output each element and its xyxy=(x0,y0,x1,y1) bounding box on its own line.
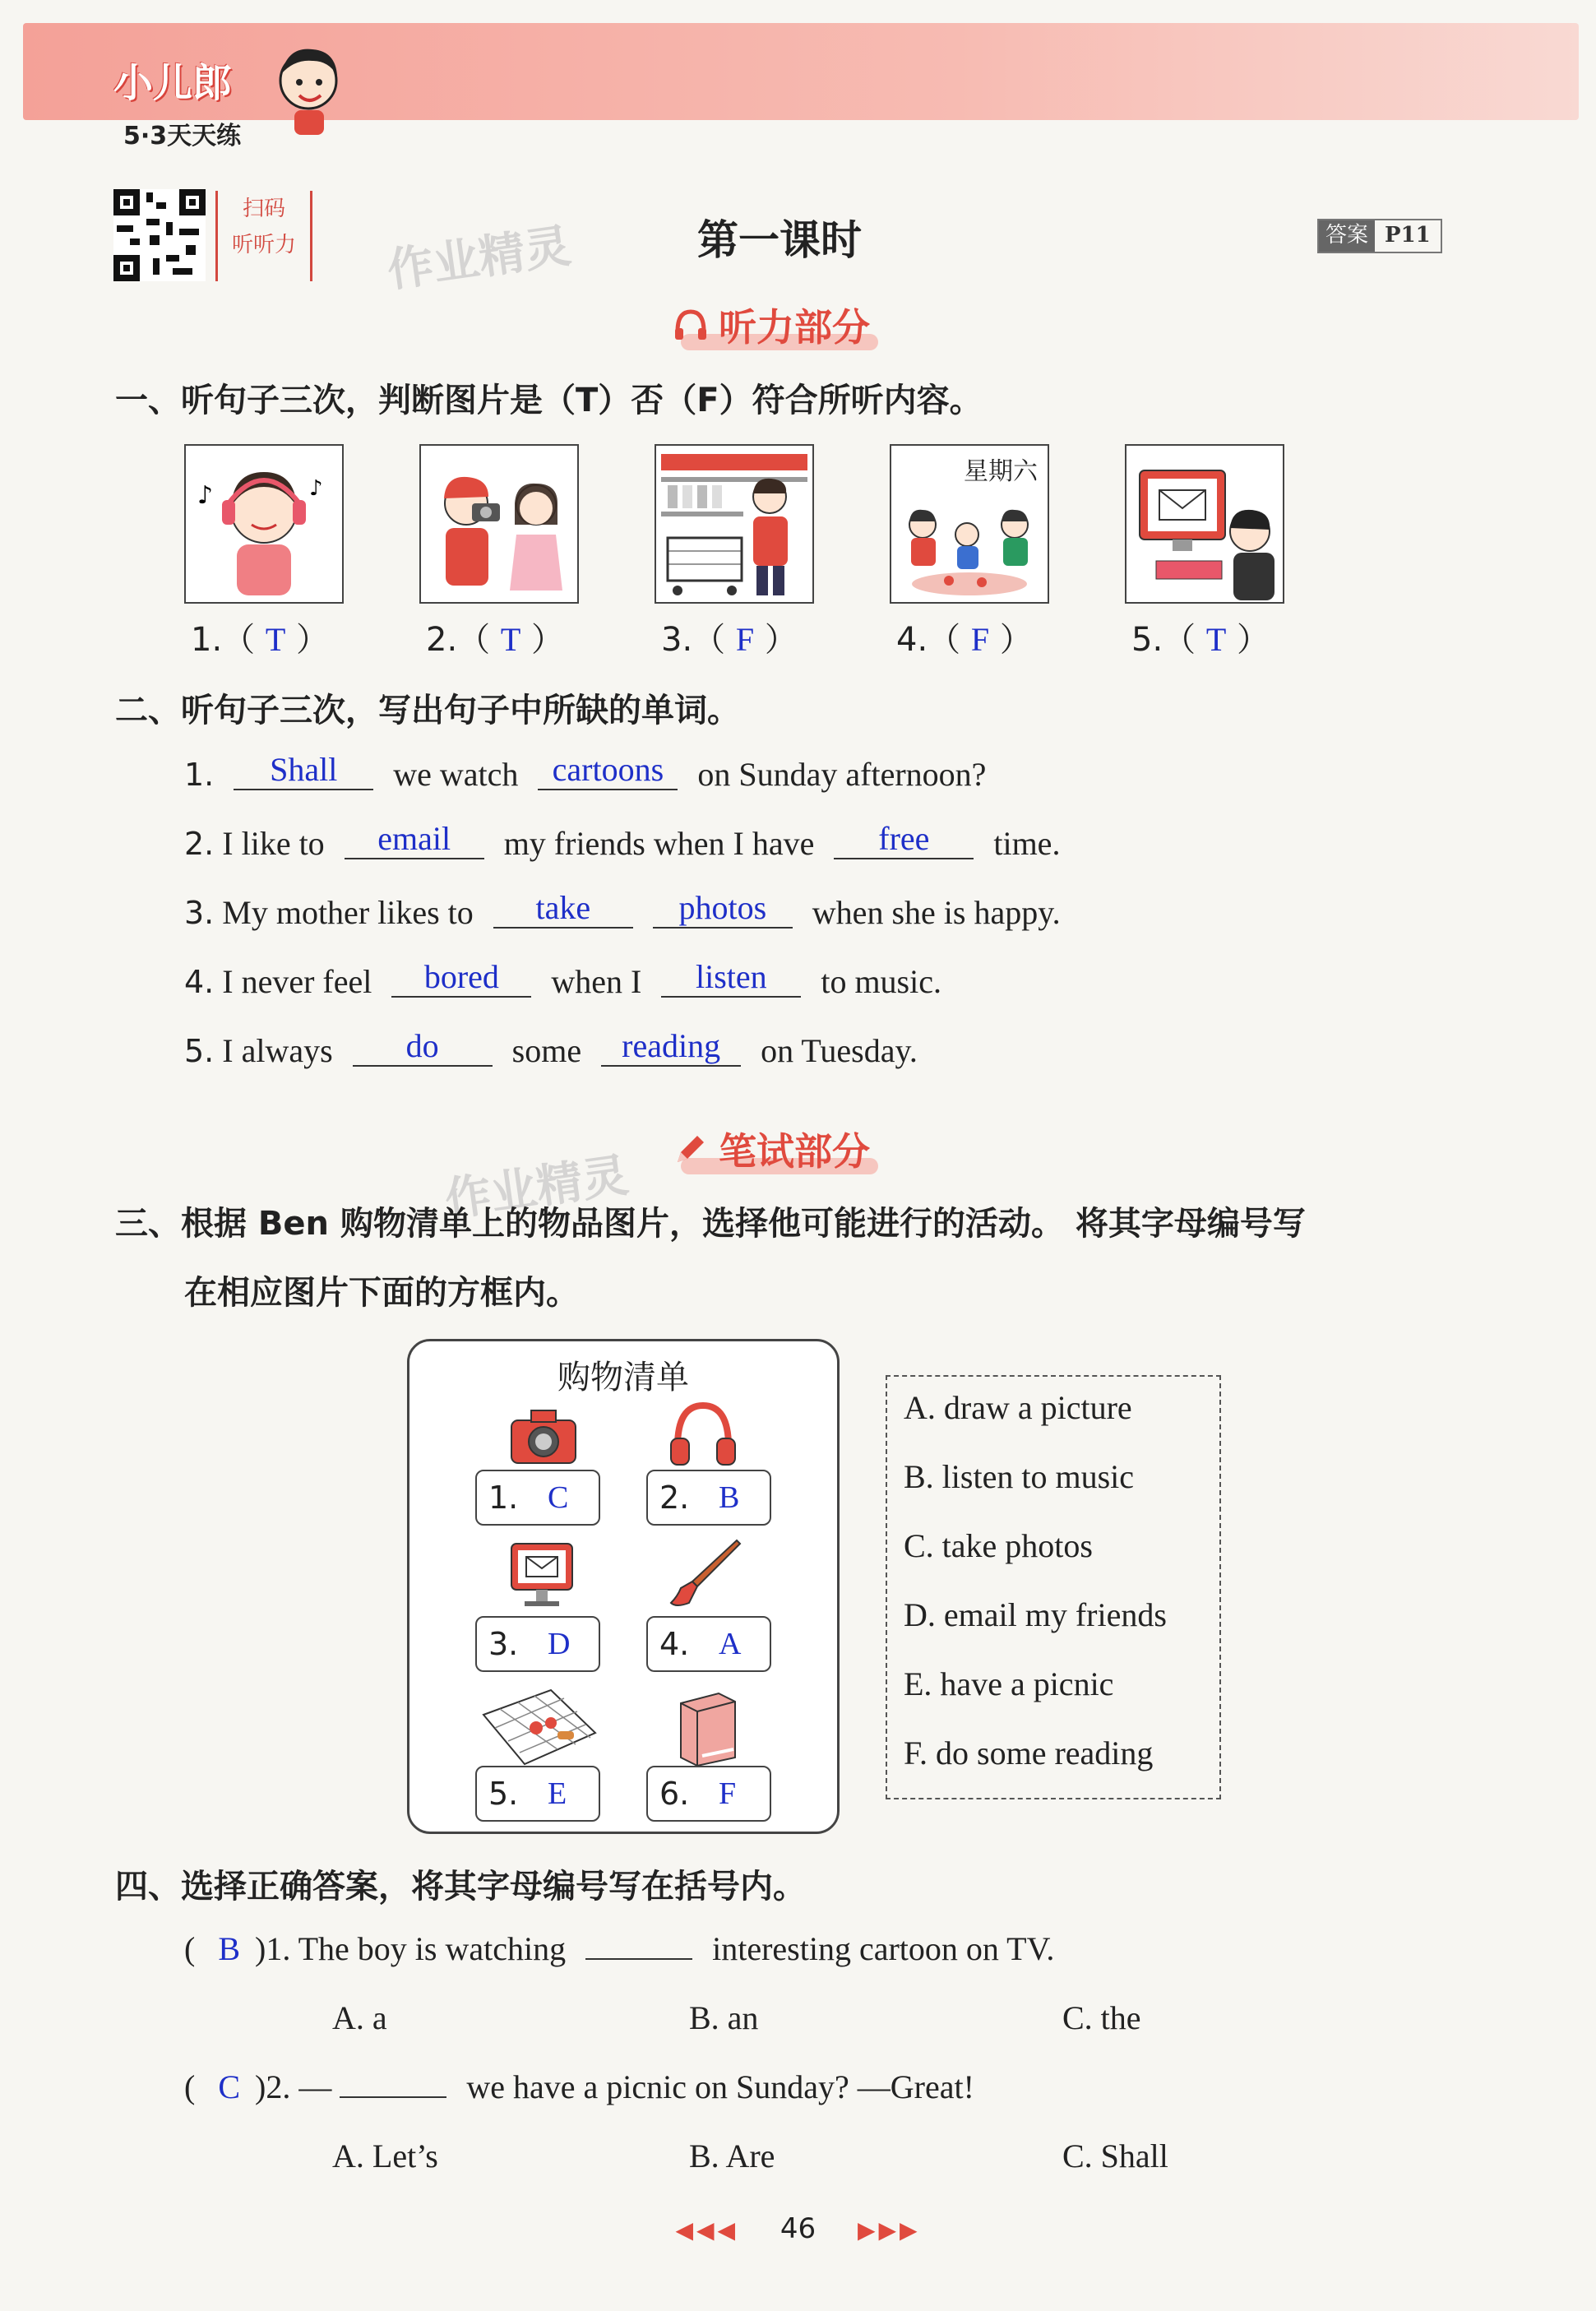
picture-boy-camera xyxy=(419,444,579,604)
pencil-icon xyxy=(673,1131,709,1167)
q4-item-1: ( B )1. The boy is watching interesting cartoon on TV. xyxy=(184,1930,1055,1967)
q1-instruction: 一、听句子三次，判断图片是（T）否（F）符合所听内容。 xyxy=(115,382,983,419)
watermark-2: 作业精灵 xyxy=(442,1148,632,1228)
watermark: 作业精灵 xyxy=(384,219,575,299)
answer-box-5-value: E xyxy=(548,1776,567,1811)
answer-box-6: 6. F xyxy=(646,1766,771,1822)
q2-blank-4b: listen xyxy=(661,957,801,998)
q4-instruction: 四、选择正确答案，将其字母编号写在括号内。 xyxy=(115,1868,806,1906)
answer-box-2-value: B xyxy=(719,1480,740,1515)
q4-item-2: ( C )2. — we have a picnic on Sunday? —Great! xyxy=(184,2068,974,2105)
q4-item2-option-c: C. Shall xyxy=(1062,2137,1168,2174)
answer-box-3-value: D xyxy=(548,1627,571,1661)
picture-girl-headphones xyxy=(184,444,344,604)
q1-answer-2: T xyxy=(500,621,521,658)
answer-box-4: 4. A xyxy=(646,1616,771,1672)
q1-item-2: 2.（ T ） xyxy=(426,621,565,659)
q1-item-4: 4.（ F ） xyxy=(896,621,1033,659)
shopping-list-title: 购物清单 xyxy=(557,1359,689,1396)
q1-answer-5: T xyxy=(1205,621,1227,658)
answer-tag xyxy=(1317,219,1442,253)
answer-tag-label: 答案 xyxy=(1319,220,1375,252)
book-icon xyxy=(669,1687,743,1769)
listening-header-text: 听力部分 xyxy=(719,305,870,350)
scan-line1: 扫码 xyxy=(242,197,285,221)
answer-box-4-value: A xyxy=(719,1627,742,1661)
svg-text:♪: ♪ xyxy=(309,476,323,501)
q2-blank-1b: cartoons xyxy=(538,750,678,790)
computer-email-icon xyxy=(1126,446,1283,602)
q1-answer-3: F xyxy=(735,621,755,658)
mascot-icon xyxy=(271,39,345,138)
writing-section-header xyxy=(673,1122,870,1176)
q2-blank-2a: email xyxy=(345,819,484,859)
picture-caption: 星期六 xyxy=(964,457,1038,486)
q2-blank-5b: reading xyxy=(601,1026,741,1067)
q3-instruction-line2: 在相应图片下面的方框内。 xyxy=(184,1274,579,1312)
camera-icon xyxy=(507,1402,581,1468)
q2-blank-2b: free xyxy=(834,819,974,859)
q1-answer-1: T xyxy=(265,621,286,658)
scan-line2: 听听力 xyxy=(231,233,296,257)
q3-instruction-line1: 三、根据 Ben 购物清单上的物品图片，选择他可能进行的活动。 将其字母编号写 xyxy=(115,1205,1306,1243)
headphones-icon xyxy=(673,307,709,343)
q4-item2-option-b: B. Are xyxy=(689,2137,775,2174)
activity-options xyxy=(886,1375,1221,1799)
shopping-list xyxy=(407,1339,840,1834)
girl-listening-icon xyxy=(186,446,342,602)
picture-saturday-picnic xyxy=(890,444,1049,604)
q2-blank-1a: Shall xyxy=(234,750,373,790)
q1-item-5: 5.（ T ） xyxy=(1131,621,1270,659)
q2-blank-4a: bored xyxy=(391,957,531,998)
boy-taking-photo-icon xyxy=(421,446,577,602)
option-d: D. email my friends xyxy=(904,1596,1167,1633)
answer-box-2: 2. B xyxy=(646,1470,771,1526)
q1-item-1: 1.（ T ） xyxy=(191,621,330,659)
headphones-item-icon xyxy=(666,1399,740,1470)
header-banner xyxy=(23,23,1579,120)
q4-blank-2 xyxy=(340,2096,446,2098)
qr-code-icon[interactable] xyxy=(113,189,206,281)
q4-blank-1 xyxy=(585,1958,692,1960)
paintbrush-icon xyxy=(664,1535,743,1609)
writing-header-text: 笔试部分 xyxy=(719,1129,870,1174)
option-c: C. take photos xyxy=(904,1527,1093,1564)
q2-instruction: 二、听句子三次，写出句子中所缺的单词。 xyxy=(115,692,740,729)
shopping-cart-icon xyxy=(656,446,812,602)
q1-answer-4: F xyxy=(970,621,990,658)
q1-item-3: 3.（ F ） xyxy=(661,621,798,659)
q4-item2-option-a: A. Let’s xyxy=(332,2137,438,2174)
answer-box-5: 5. E xyxy=(475,1766,600,1822)
picture-supermarket xyxy=(655,444,814,604)
svg-text:♪: ♪ xyxy=(197,481,214,510)
q4-answer-1: B xyxy=(218,1930,241,1967)
brand-series: 5·3天天练 xyxy=(123,122,242,151)
q2-line-1: 1. Shall we watch cartoons on Sunday afternoon? xyxy=(184,751,987,793)
option-e: E. have a picnic xyxy=(904,1665,1114,1702)
listening-section-header xyxy=(673,298,870,352)
brand-logo: 小儿郎 xyxy=(113,60,233,106)
picture-email-computer xyxy=(1125,444,1284,604)
q2-blank-3a: take xyxy=(493,888,633,929)
computer-icon xyxy=(505,1535,579,1609)
answer-tag-page: P11 xyxy=(1385,223,1431,248)
answer-box-1-value: C xyxy=(548,1480,569,1515)
q2-line-3: 3. My mother likes to take photos when she is happy. xyxy=(184,889,1061,931)
answer-box-6-value: F xyxy=(719,1776,737,1811)
picnic-mat-icon xyxy=(475,1682,599,1772)
option-f: F. do some reading xyxy=(904,1734,1154,1771)
option-b: B. listen to music xyxy=(904,1458,1134,1495)
prev-arrows-icon: ◀◀◀ xyxy=(675,2216,739,2244)
q4-item1-option-c: C. the xyxy=(1062,1999,1141,2036)
q2-blank-3b: photos xyxy=(653,888,793,929)
scan-to-listen-label xyxy=(215,191,312,281)
page-title: 第一课时 xyxy=(697,216,862,264)
next-arrows-icon: ▶▶▶ xyxy=(857,2216,921,2244)
option-a: A. draw a picture xyxy=(904,1389,1132,1426)
answer-box-1: 1. C xyxy=(475,1470,600,1526)
q4-item1-option-b: B. an xyxy=(689,1999,759,2036)
q2-line-2: 2. I like to email my friends when I have free time. xyxy=(184,820,1061,862)
q2-line-4: 4. I never feel bored when I listen to music. xyxy=(184,958,941,1000)
q2-line-5: 5. I always do some reading on Tuesday. xyxy=(184,1027,918,1069)
q2-blank-5a: do xyxy=(353,1026,493,1067)
page-number: 46 xyxy=(779,2212,817,2245)
q4-item1-option-a: A. a xyxy=(332,1999,387,2036)
answer-box-3: 3. D xyxy=(475,1616,600,1672)
page-footer xyxy=(0,2212,1596,2245)
q4-answer-2: C xyxy=(218,2068,241,2105)
